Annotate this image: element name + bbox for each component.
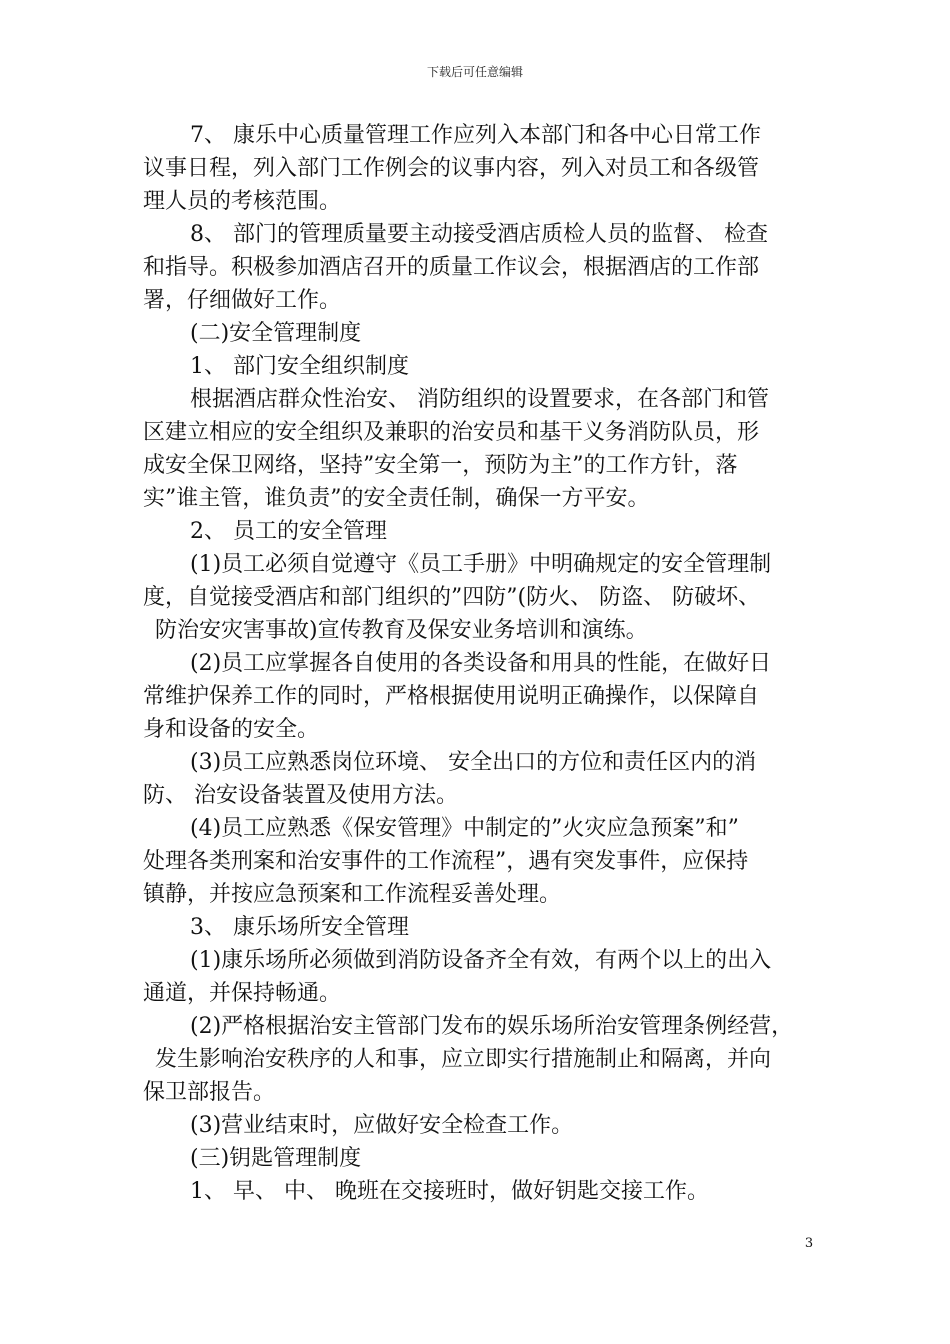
paragraph-line: 防、 治安设备装置及使用方法。 [143,783,458,808]
paragraph-line: (3)员工应熟悉岗位环境、 安全出口的方位和责任区内的消 [190,750,757,775]
paragraph-line: 镇静，并按应急预案和工作流程妥善处理。 [143,882,562,907]
paragraph-line: 通道，并保持畅通。 [143,981,342,1006]
subsection-heading: 3、 康乐场所安全管理 [190,915,409,940]
paragraph-line: 成安全保卫网络，坚持”安全第一，预防为主”的工作方针，落 [143,453,738,478]
section-heading: (二)安全管理制度 [190,321,362,346]
paragraph-line: 根据酒店群众性治安、 消防组织的设置要求，在各部门和管 [190,387,769,412]
paragraph-line: 处理各类刑案和治安事件的工作流程”，遇有突发事件，应保持 [143,849,749,874]
paragraph-line: 7、 康乐中心质量管理工作应列入本部门和各中心日常工作 [190,123,761,148]
paragraph-line: (2)员工应掌握各自使用的各类设备和用具的性能，在做好日 [190,651,772,676]
paragraph-line: 和指导。积极参加酒店召开的质量工作议会，根据酒店的工作部 [143,255,760,280]
paragraph-line: 保卫部报告。 [143,1080,276,1105]
paragraph-line: (1)员工必须自觉遵守《员工手册》中明确规定的安全管理制 [190,552,772,577]
paragraph-line: (3)营业结束时，应做好安全检查工作。 [190,1113,574,1138]
paragraph-line: 议事日程，列入部门工作例会的议事内容，列入对员工和各级管 [143,156,760,181]
paragraph-line: 署，仔细做好工作。 [143,288,342,313]
subsection-heading: 2、 员工的安全管理 [190,519,387,544]
page-header: 下载后可任意编辑 [426,65,523,79]
paragraph-line: (2)严格根据治安主管部门发布的娱乐场所治安管理条例经营， [190,1014,794,1039]
paragraph-line: 度，自觉接受酒店和部门组织的”四防”(防火、 防盗、 防破坏、 [143,585,761,610]
paragraph-line: 身和设备的安全。 [143,717,320,742]
section-heading: (三)钥匙管理制度 [190,1146,362,1171]
paragraph-line: 区建立相应的安全组织及兼职的治安员和基干义务消防队员，形 [143,420,760,445]
page-number: 3 [804,1236,814,1251]
paragraph-line: 8、 部门的管理质量要主动接受酒店质检人员的监督、 检查 [190,222,768,247]
paragraph-line: 实”谁主管，谁负责”的安全责任制，确保一方平安。 [143,486,650,511]
paragraph-line: 常维护保养工作的同时，严格根据使用说明正确操作，以保障自 [143,684,760,709]
subsection-heading: 1、 部门安全组织制度 [190,354,409,379]
paragraph-line: 发生影响治安秩序的人和事，应立即实行措施制止和隔离，并向 [155,1047,772,1072]
paragraph-line: 防治安灾害事故)宣传教育及保安业务培训和演练。 [155,618,648,643]
paragraph-line: (4)员工应熟悉《保安管理》中制定的”火灾应急预案”和” [190,816,739,841]
paragraph-line: 理人员的考核范围。 [143,189,342,214]
paragraph-line: 1、 早、 中、 晚班在交接班时，做好钥匙交接工作。 [190,1179,709,1204]
paragraph-line: (1)康乐场所必须做到消防设备齐全有效，有两个以上的出入 [190,948,772,973]
